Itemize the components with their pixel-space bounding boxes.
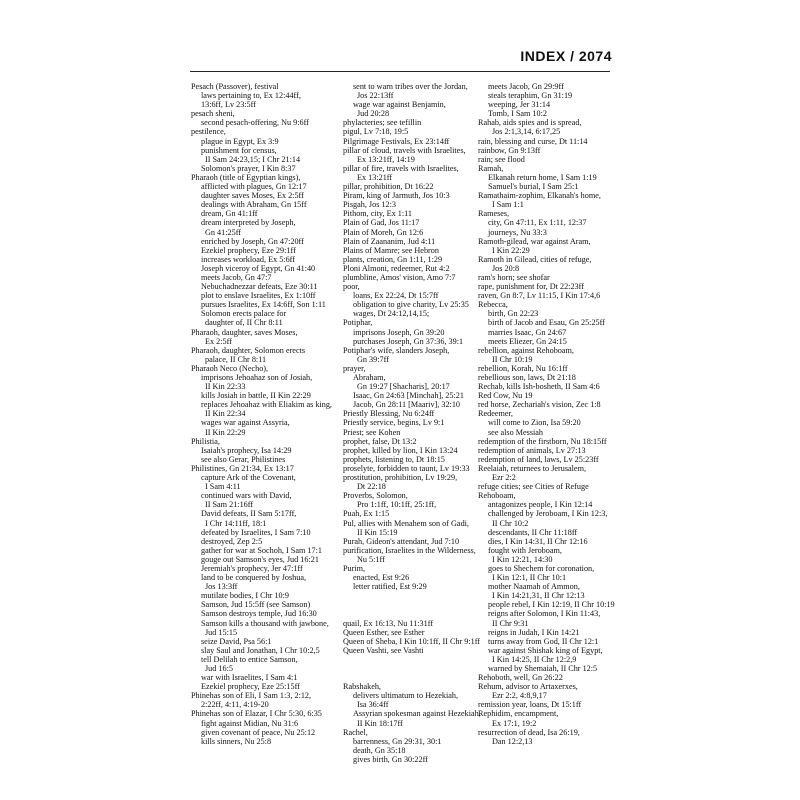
index-line: marries Isaac, Gn 24:67 [488, 327, 567, 337]
index-line: 13:6ff, Lv 23:5ff [201, 100, 256, 110]
index-line: defeated by Israelites, I Sam 7:10 [201, 527, 311, 537]
index-line: Solomon's prayer, I Kin 8:37 [201, 163, 296, 173]
index-line: people rebel, I Kin 12:19, II Chr 10:19 [488, 600, 615, 610]
index-line: delivers ultimatum to Hezekiah, [353, 691, 459, 701]
index-line: Rehoboth, well, Gn 26:22 [478, 673, 563, 683]
index-line: Pharaoh, daughter, saves Moses, [191, 327, 298, 337]
index-line: gives birth, Gn 30:22ff [353, 754, 428, 764]
index-line: Pharaoh (title of Egyptian kings), [191, 172, 301, 182]
index-line: Nebuchadnezzar defeats, Eze 30:11 [201, 282, 318, 292]
index-line: see also Messiah [488, 427, 544, 437]
index-line: II Kin 18:17ff [357, 718, 403, 728]
index-line: raven, Gn 8:7, Lv 11:15, I Kin 17:4,6 [478, 291, 601, 301]
index-line: Pharaoh, daughter, Solomon erects [191, 345, 306, 355]
index-line: Plain of Moreh, Gn 12:6 [343, 227, 424, 237]
index-line: Ezekiel prophecy, Eze 25:15ff [201, 682, 300, 692]
index-line: warned by Shemaiah, II Chr 12:5 [488, 664, 598, 673]
index-line: war against Shishak king of Egypt, [488, 645, 603, 655]
index-line: Ex 13:21ff [357, 172, 393, 182]
index-line: pillar of cloud, travels with Israelites, [343, 145, 466, 155]
index-line [343, 609, 489, 618]
index-line: Phinehas son of Eli, I Sam 1:3, 2:12, [191, 691, 312, 701]
index-line: meets Jacob, Gn 47:7 [201, 272, 272, 282]
index-line: see also Gerar, Philistines [201, 454, 286, 464]
index-line: 2:22ff, 4:11, 4:19-20 [201, 700, 269, 710]
index-line: pigul, Lv 7:18, 19:5 [343, 127, 409, 137]
section-title: INDEX [520, 48, 566, 64]
index-line: Jos 2:1,3,14, 6:17,25 [492, 127, 561, 137]
index-line: Philistines, Gn 21:34, Ex 13:17 [191, 463, 294, 473]
index-line: pursues Israelites, Ex 14:6ff, Son 1:11 [201, 300, 326, 310]
index-line: II Chr 10:19 [492, 354, 533, 364]
index-line: resurrection of dead, Isa 26:19, [478, 727, 580, 737]
index-line: Reelaiah, returnees to Jerusalem, [478, 463, 586, 473]
index-line: continued wars with David, [201, 491, 292, 501]
index-line [343, 655, 489, 664]
index-line: rebellion, against Rehoboam, [478, 345, 574, 355]
index-line: I Chr 14:11ff, 18:1 [205, 518, 267, 528]
index-line: Jos 22:13ff [357, 91, 394, 101]
index-line: Ezr 2:2 [492, 473, 516, 483]
index-line: Ezr 2:2, 4:8,9,17 [492, 691, 547, 701]
index-line: I Sam 4:11 [205, 482, 241, 492]
index-line: Pilgrimage Festivals, Ex 23:14ff [343, 136, 450, 146]
index-line: laws pertaining to, Ex 12:44ff, [201, 91, 301, 101]
index-line: II Kin 22:33 [205, 382, 246, 392]
header-separator: / [570, 48, 579, 64]
index-line: increases workload, Ex 5:6ff [201, 254, 295, 264]
index-line: destroyed, Zep 2:5 [201, 536, 263, 546]
index-line: Potiphar's wife, slanders Joseph, [343, 345, 450, 355]
index-line: prostitution, prohibition, Lv 19:29, [343, 473, 458, 483]
header-rule [190, 71, 610, 72]
index-line: Queen Vashti, see Vashti [343, 645, 424, 655]
index-line: Pesach (Passover), festival [191, 82, 279, 91]
index-line: Priestly Blessing, Nu 6:24ff [343, 409, 435, 419]
index-line: II Sam 24:23,15; I Chr 21:14 [205, 154, 301, 164]
index-line: Joseph viceroy of Egypt, Gn 41:40 [201, 263, 316, 273]
index-line: pillar, prohibition, Dt 16:22 [343, 182, 434, 192]
index-line: Proverbs, Solomon, [343, 491, 408, 501]
index-line: II Kin 22:29 [205, 427, 246, 437]
index-line: Puah, Ex 1:15 [343, 509, 390, 519]
index-line: dies, I Kin 14:31, II Chr 12:16 [488, 536, 588, 546]
index-line: second pesach-offering, Nu 9:6ff [201, 118, 309, 128]
index-line: dream interpreted by Joseph, [201, 218, 296, 228]
index-line: Gn 41:25ff [205, 227, 242, 237]
index-line: Purim, [343, 563, 366, 573]
index-line: Priest; see Kohen [343, 427, 401, 437]
index-line: Nu 5:1ff [357, 554, 385, 564]
index-line: redemption of land, laws, Lv 25:23ff [478, 454, 599, 464]
index-line: rainbow, Gn 9:13ff [478, 145, 541, 155]
index-line: Red Cow, Nu 19 [478, 391, 533, 401]
index-line: Rabshakeh, [343, 682, 381, 692]
index-line: fought with Jeroboam, [488, 545, 562, 555]
index-line: red horse, Zechariah's vision, Zec 1:8 [478, 400, 601, 410]
index-line: tell Delilah to entice Samson, [201, 654, 298, 664]
index-line: meets Jacob, Gn 29:9ff [488, 82, 564, 91]
index-line: II Sam 21:16ff [205, 500, 254, 510]
index-line: slay Saul and Jonathan, I Chr 10:2,5 [201, 645, 320, 655]
index-line: II Kin 22:34 [205, 409, 246, 419]
index-line: antagonizes people, I Kin 12:14 [488, 500, 593, 510]
index-line: ram's horn; see shofar [478, 272, 550, 282]
index-line: death, Gn 35:18 [353, 745, 406, 755]
index-line: I Kin 12:1, II Chr 10:1 [492, 573, 567, 583]
index-line: Plain of Zaananim, Jud 4:11 [343, 236, 436, 246]
index-line: Pro 1:1ff, 10:1ff, 25:1ff, [357, 500, 437, 510]
index-line: Philistia, [191, 436, 220, 446]
index-line: gouge out Samson's eyes, Jud 16:21 [201, 554, 319, 564]
index-line: Plain of Gad, Jos 11:17 [343, 218, 420, 228]
index-line: obligation to give charity, Lv 25:35 [353, 300, 469, 310]
index-line: steals teraphim, Gn 31:19 [488, 91, 573, 101]
index-line: Rephidim, encampment, [478, 709, 559, 719]
index-line: Jud 15:15 [205, 627, 238, 637]
index-line: weeping, Jer 31:14 [488, 100, 551, 110]
page-number: 2074 [578, 48, 612, 64]
index-line: punishment for census, [201, 145, 277, 155]
index-line: I Kin 14:21,31, II Chr 12:13 [492, 591, 585, 601]
index-column-2 [343, 82, 489, 764]
index-line: replaces Jehoahaz with Eliakim as king, [201, 400, 332, 410]
index-line: Ploni Almoni, redeemer, Rut 4:2 [343, 263, 450, 273]
index-column-1 [191, 82, 337, 746]
index-line: rain; see flood [478, 154, 525, 164]
index-line: rape, punishment for, Dt 22:23ff [478, 282, 584, 292]
index-line: birth of Jacob and Esau, Gn 25:25ff [488, 318, 605, 328]
index-line: will come to Zion, Isa 59:20 [488, 418, 581, 428]
index-line: capture Ark of the Covenant, [201, 473, 296, 483]
index-line: Rameses, [478, 209, 510, 219]
index-line: quail, Ex 16:13, Nu 11:31ff [343, 618, 434, 628]
index-line: wages, Dt 24:12,14,15; [353, 309, 430, 319]
index-line: war with Israelites, I Sam 4:1 [201, 673, 298, 683]
index-line: land to be conquered by Joshua, [201, 573, 307, 583]
index-line: fight against Midian, Nu 31:6 [201, 718, 299, 728]
index-line: II Chr 10:2 [492, 518, 529, 528]
index-line: Jos 20:8 [492, 263, 520, 273]
index-line: Redeemer, [478, 409, 513, 419]
index-line [343, 673, 489, 682]
index-line: meets Eliezer, Gn 24:15 [488, 336, 567, 346]
index-line: purification, Israelites in the Wilderness, [343, 545, 476, 555]
index-line: Pul, allies with Menahem son of Gadi, [343, 518, 469, 528]
index-line: given covenant of peace, Nu 25:12 [201, 727, 316, 737]
index-line: city, Gn 47:11, Ex 1:11, 12:37 [488, 218, 587, 228]
index-line: imprisons Jehoahaz son of Josiah, [201, 373, 313, 382]
index-line: Pithom, city, Ex 1:11 [343, 209, 412, 219]
index-line: II Kin 15:19 [357, 527, 398, 537]
index-line: Ramoth-gilead, war against Aram, [478, 236, 591, 246]
index-line: kills sinners, Nu 25:8 [201, 736, 272, 746]
index-line: I Kin 14:25, II Chr 12:2,9 [492, 654, 577, 664]
index-line: turns away from God, II Chr 12:1 [488, 636, 599, 646]
index-line: loans, Ex 22:24, Dt 15:7ff [353, 291, 439, 301]
index-line: II Chr 9:31 [492, 618, 529, 628]
index-line: Rachel, [343, 727, 368, 737]
index-line: letter ratified, Est 9:29 [353, 582, 427, 592]
index-line: purchases Joseph, Gn 37:36, 39:1 [353, 336, 464, 346]
index-line: Rehoboam, [478, 491, 516, 501]
index-line: Solomon erects palace for [201, 309, 287, 319]
index-line [343, 600, 489, 609]
index-line: Ex 2:5ff [205, 336, 232, 346]
index-line: kills Josiah in battle, II Kin 22:29 [201, 391, 311, 401]
index-line: imprisons Joseph, Gn 39:20 [353, 327, 445, 337]
index-line: pillar of fire, travels with Israelites, [343, 163, 459, 173]
index-line: Jos 13:3ff [205, 582, 238, 592]
index-line: redemption of animals, Lv 27:13 [478, 445, 586, 455]
index-line: birth, Gn 22:23 [488, 309, 539, 319]
index-line: Jacob, Gn 28:11 [Maariv], 32:10 [353, 400, 461, 410]
index-line: Jeremiah's prophecy, Jer 47:1ff [201, 563, 303, 573]
index-column-3 [478, 82, 624, 746]
index-line: Rechab, kills Ish-bosheth, II Sam 4:6 [478, 382, 600, 392]
index-line: Rebecca, [478, 300, 508, 310]
index-line: Isa 36:4ff [357, 700, 389, 710]
index-line: dealings with Abraham, Gn 15ff [201, 200, 307, 210]
index-line: Pharaoh Neco (Necho), [191, 363, 269, 373]
index-line: Elkanah return home, I Sam 1:19 [488, 172, 597, 182]
index-line: Pisgah, Jos 12:3 [343, 200, 396, 210]
index-line: reigns after Solomon, I Kin 11:43, [488, 609, 601, 619]
index-line: I Kin 12:21, 14:30 [492, 554, 553, 564]
index-line: journeys, Nu 33:3 [488, 227, 547, 237]
index-line: dream, Gn 41:1ff [201, 209, 258, 219]
index-line: prayer, [343, 363, 366, 373]
index-line: seize David, Psa 56:1 [201, 636, 272, 646]
index-line: Jud 16:5 [205, 664, 233, 673]
index-line: Gn 39:7ff [357, 354, 389, 364]
index-line: poor, [343, 282, 360, 292]
index-line: Samson, Jud 15:5ff (see Samson) [201, 600, 311, 610]
index-line: Potiphar, [343, 318, 373, 328]
index-line: Ex 17:1, 19:2 [492, 718, 537, 728]
index-line: plague in Egypt, Ex 3:9 [201, 136, 279, 146]
index-line: Samson destroys temple, Jud 16:30 [201, 609, 317, 619]
index-line: Samuel's burial, I Sam 25:1 [488, 182, 579, 192]
index-line: daughter of, II Chr 8:11 [205, 318, 283, 328]
index-line: redemption of the firstborn, Nu 18:15ff [478, 436, 607, 446]
index-line: gather for war at Sochoh, I Sam 17:1 [201, 545, 322, 555]
index-line: enriched by Joseph, Gn 47:20ff [201, 236, 304, 246]
index-line: Purah, Gideon's attendant, Jud 7:10 [343, 536, 460, 546]
index-line: refuge cities; see Cities of Refuge [478, 482, 589, 492]
index-line: goes to Shechem for coronation, [488, 563, 595, 573]
index-line: proselyte, forbidden to taunt, Lv 19:33 [343, 463, 470, 473]
index-line: mutilate bodies, I Chr 10:9 [201, 591, 290, 601]
index-line: Priestly service, begins, Lv 9:1 [343, 418, 445, 428]
index-line: Jud 20:28 [357, 109, 390, 119]
index-line: afflicted with plagues, Gn 12:17 [201, 182, 307, 192]
index-line: reigns in Judah, I Kin 14:21 [488, 627, 580, 637]
index-line: remission year, loans, Dt 15:1ff [478, 700, 582, 710]
index-line: Queen of Sheba, I Kin 10:1ff, II Chr 9:1ff [343, 636, 481, 646]
index-line: palace, II Chr 8:11 [205, 354, 267, 364]
index-line: sent to warn tribes over the Jordan, [353, 82, 468, 91]
index-line: Ezekiel prophecy, Eze 29:1ff [201, 245, 296, 255]
index-line: Ramathaim-zophim, Elkanah's home, [478, 191, 601, 201]
page-header [520, 48, 612, 64]
index-line: Dt 22:18 [357, 482, 386, 492]
index-line: rebellious son, laws, Dt 21:18 [478, 373, 576, 382]
index-line: David defeats, II Sam 5:17ff, [201, 509, 297, 519]
index-line: Rehum, advisor to Artaxerxes, [478, 682, 578, 692]
index-line: Queen Esther, see Esther [343, 627, 425, 637]
index-line: Ex 13:21ff, 14:19 [357, 154, 415, 164]
index-line: Samson kills a thousand with jawbone, [201, 618, 329, 628]
index-line: Ramoth in Gilead, cities of refuge, [478, 254, 592, 264]
index-line: prophet, killed by lion, I Kin 13:24 [343, 445, 458, 455]
index-line: Gn 19:27 [Shacharis], 20:17 [357, 382, 450, 392]
index-line: Assyrian spokesman against Hezekiah, [353, 709, 481, 719]
index-line: Tomb, I Sam 10:2 [488, 109, 548, 119]
index-line: barrenness, Gn 29:31, 30:1 [353, 736, 442, 746]
index-line: pestilence, [191, 127, 226, 137]
index-line: plot to enslave Israelites, Ex 1:10ff [201, 291, 316, 301]
index-line: Plains of Mamre; see Hebron [343, 245, 439, 255]
index-line: plants, creation, Gn 1:11, 1:29 [343, 254, 443, 264]
index-line: pesach sheni, [191, 109, 235, 119]
index-line: prophet, false, Dt 13:2 [343, 436, 417, 446]
index-line: I Kin 22:29 [492, 245, 530, 255]
index-line: phylacteries; see tefillin [343, 118, 422, 128]
index-line: Abraham, [353, 373, 386, 382]
index-line: prophets, listening to, Dt 18:15 [343, 454, 445, 464]
index-line: Isaac, Gn 24:63 [Minchah], 25:21 [353, 391, 464, 401]
index-line: Rahab, aids spies and is spread, [478, 118, 582, 128]
index-line: Dan 12:2,13 [492, 736, 533, 746]
index-line: Ramah, [478, 163, 504, 173]
index-line: Piram, king of Jarmuth, Jos 10:3 [343, 191, 450, 201]
index-line: wages war against Assyria, [201, 418, 290, 428]
index-line: plumbline, Amos' vision, Amo 7:7 [343, 272, 456, 282]
index-line: descendants, II Chr 11:18ff [488, 527, 578, 537]
index-line: wage war against Benjamin, [353, 100, 446, 110]
index-line: rain, blessing and curse, Dt 11:14 [478, 136, 588, 146]
index-line: challenged by Jeroboam, I Kin 12:3, [488, 509, 608, 519]
index-line: daughter saves Moses, Ex 2:5ff [201, 191, 304, 201]
index-line: rebellion, Korah, Nu 16:1ff [478, 363, 568, 373]
index-line: enacted, Est 9:26 [353, 573, 410, 583]
index-line: mother Naamah of Ammon, [488, 582, 580, 592]
index-line [343, 591, 489, 600]
index-line: Isaiah's prophecy, Isa 14:29 [201, 445, 292, 455]
index-line [343, 664, 489, 673]
index-line: Phinehas son of Elazar, I Chr 5:30, 6:35 [191, 709, 322, 719]
index-line: I Sam 1:1 [492, 200, 524, 210]
